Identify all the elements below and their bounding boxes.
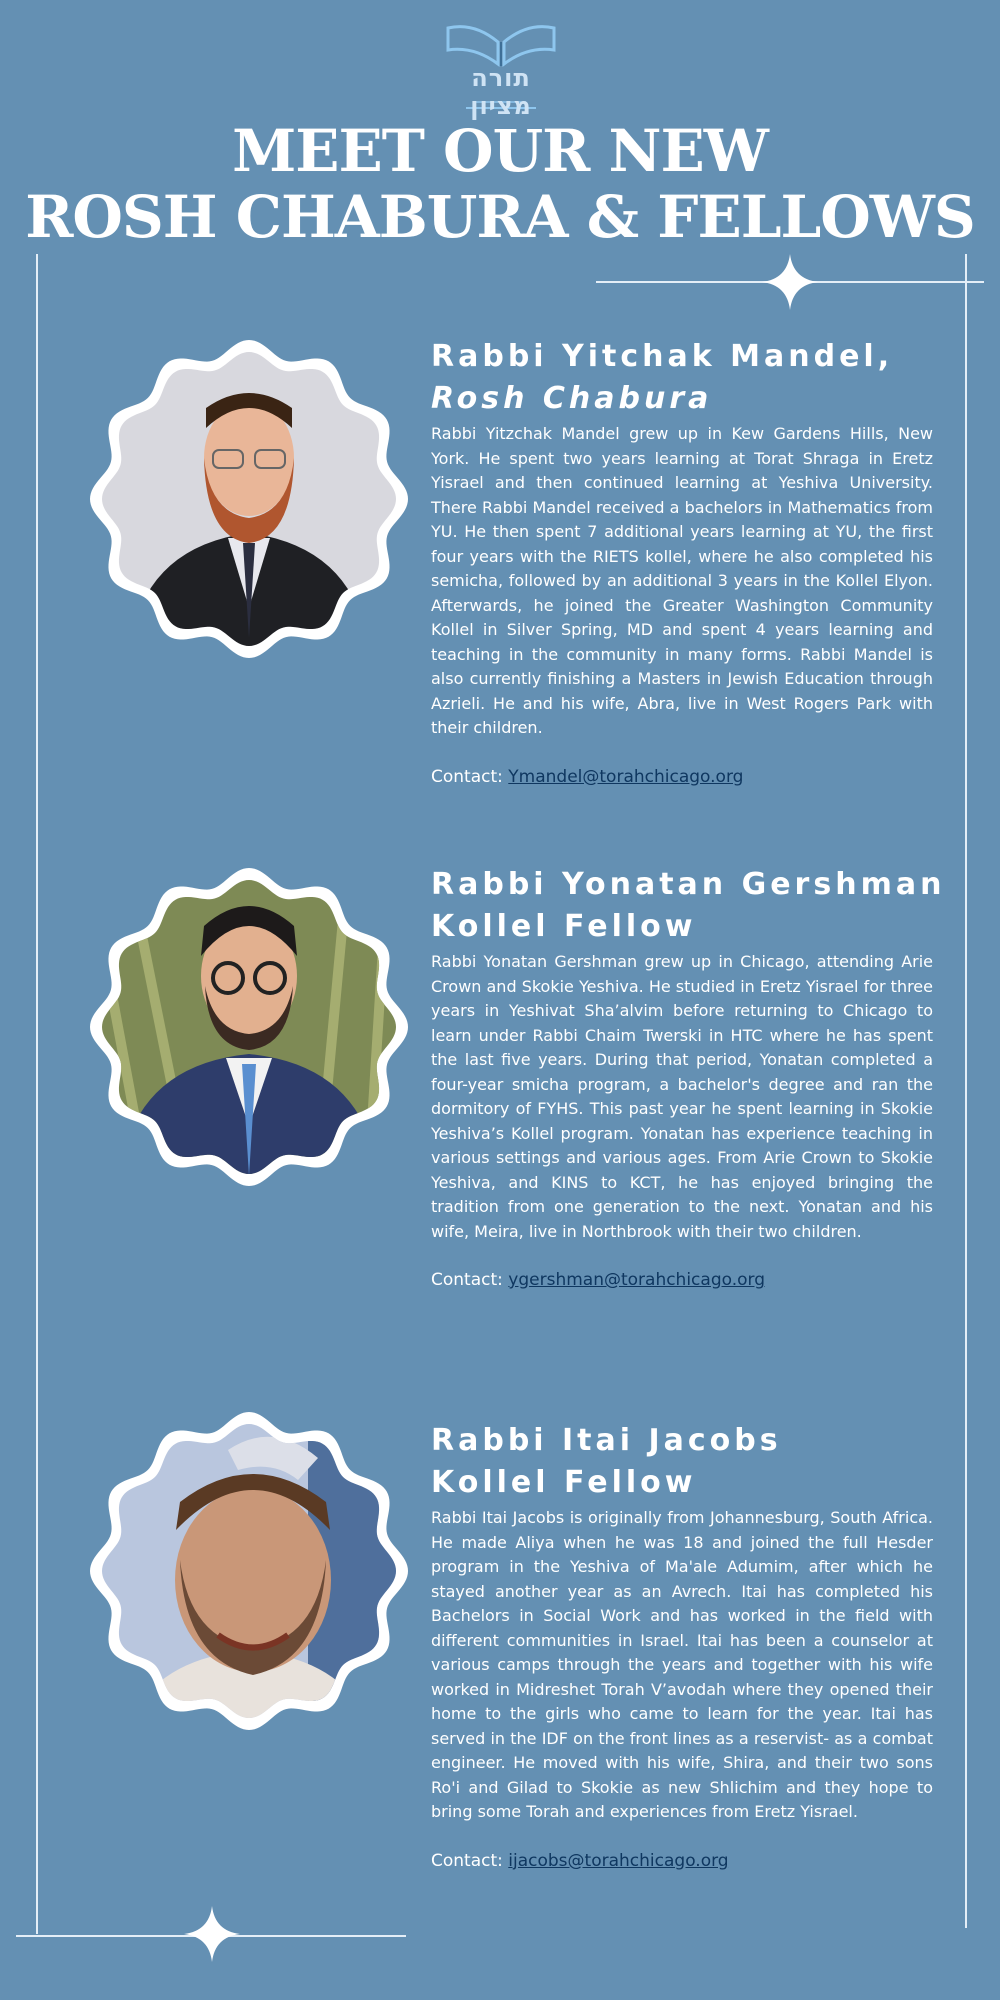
contact-line <box>431 765 933 789</box>
contact-line <box>431 1849 933 1873</box>
title-line-1: MEET OUR NEW <box>232 117 768 185</box>
person-bio: Rabbi Yitzchak Mandel grew up in Kew Gardens Hills, New York. He spent two years learning at Torat Shraga in Eretz Yisrael and then continued learning at Yeshiva University. There Rabbi Mandel received a bachelors in Mathematics from YU. He then spent 7 additional years learning at YU, the first four years with the RIETS kollel, where he also completed his semicha, followed by an additional 3 years in the Kollel Elyon. Afterwards, he joined the Greater Washington Community Kollel in Silver Spring, MD and spent 4 years learning and teaching in the community in many forms. Rabbi Mandel is also currently finishing a Masters in Jewish Education through Azrieli. He and his wife, Abra, live in West Rogers Park with their children. <box>431 424 933 737</box>
contact-email-link[interactable]: ygershman@torahchicago.org <box>508 1270 765 1290</box>
person-name: Rabbi Yonatan Gershman <box>431 867 946 902</box>
right-frame-line <box>965 254 967 1928</box>
portrait-icon <box>88 338 410 660</box>
person-name: Rabbi Yitchak Mandel, <box>431 339 894 374</box>
portrait-photo <box>88 338 410 660</box>
person-role: Kollel Fellow <box>431 1465 697 1500</box>
person-section-2 <box>431 864 946 1292</box>
contact-email-link[interactable]: Ymandel@torahchicago.org <box>508 766 744 787</box>
portrait-photo <box>88 866 410 1188</box>
portrait-icon <box>88 1410 410 1732</box>
contact-email-link[interactable]: ijacobs@torahchicago.org <box>508 1850 729 1871</box>
title-line-2: ROSH CHABURA & FELLOWS <box>25 183 975 251</box>
logo <box>440 22 562 118</box>
left-frame-line <box>36 254 38 1934</box>
page-title <box>0 118 1000 250</box>
logo-text: תורה מציון <box>470 64 532 120</box>
contact-label: Contact: <box>431 766 509 787</box>
contact-label: Contact: <box>431 1270 509 1290</box>
contact-label: Contact: <box>431 1850 509 1871</box>
contact-line <box>431 1268 933 1292</box>
person-bio: Rabbi Yonatan Gershman grew up in Chicago, attending Arie Crown and Skokie Yeshiva. He studied in Eretz Yisrael for three years in Yeshivat Sha’alvim before returning to Chicago to learn under Rabbi Chaim Twerski in HTC where he has spent the last five years. During that period, Yonatan completed a four-year smicha program, a bachelor's degree and ran the dormitory of FYHS. This past year he spent learning in Skokie Yeshiva’s Kollel program. Yonatan has experience teaching in various settings and various ages. From Arie Crown to Skokie Yeshiva, and KINS to KCT, he has enjoyed bringing the tradition from one generation to the next. Yonatan and his wife, Meira, live in Northbrook with their two children. <box>431 952 933 1241</box>
portrait-photo <box>88 1410 410 1732</box>
person-role: Rosh Chabura <box>431 381 713 416</box>
person-bio: Rabbi Itai Jacobs is originally from Johannesburg, South Africa. He made Aliya when he was 18 and joined the full Hesder program in the Yeshiva of Ma'ale Adumim, after which he stayed another year as an Avrech. Itai has completed his Bachelors in Social Work and has worked in the field with different communities in Israel. Itai has been a counselor at various camps through the years and together with his wife worked in Midreshet Torah V’avodah where they opened their home to the girls who came to learn for the year. Itai has served in the IDF on the front lines as a reservist- as a combat engineer. He moved with his wife, Shira, and their two sons Ro'i and Gilad to Skokie as new Shlichim and they hope to bring some Torah and experiences from Eretz Yisrael. <box>431 1508 933 1821</box>
person-name: Rabbi Itai Jacobs <box>431 1423 782 1458</box>
person-role: Kollel Fellow <box>431 909 697 944</box>
sparkle-icon <box>762 254 818 310</box>
person-section-1 <box>431 336 933 789</box>
sparkle-icon <box>184 1906 240 1962</box>
person-section-3 <box>431 1420 933 1873</box>
portrait-icon <box>88 866 410 1188</box>
